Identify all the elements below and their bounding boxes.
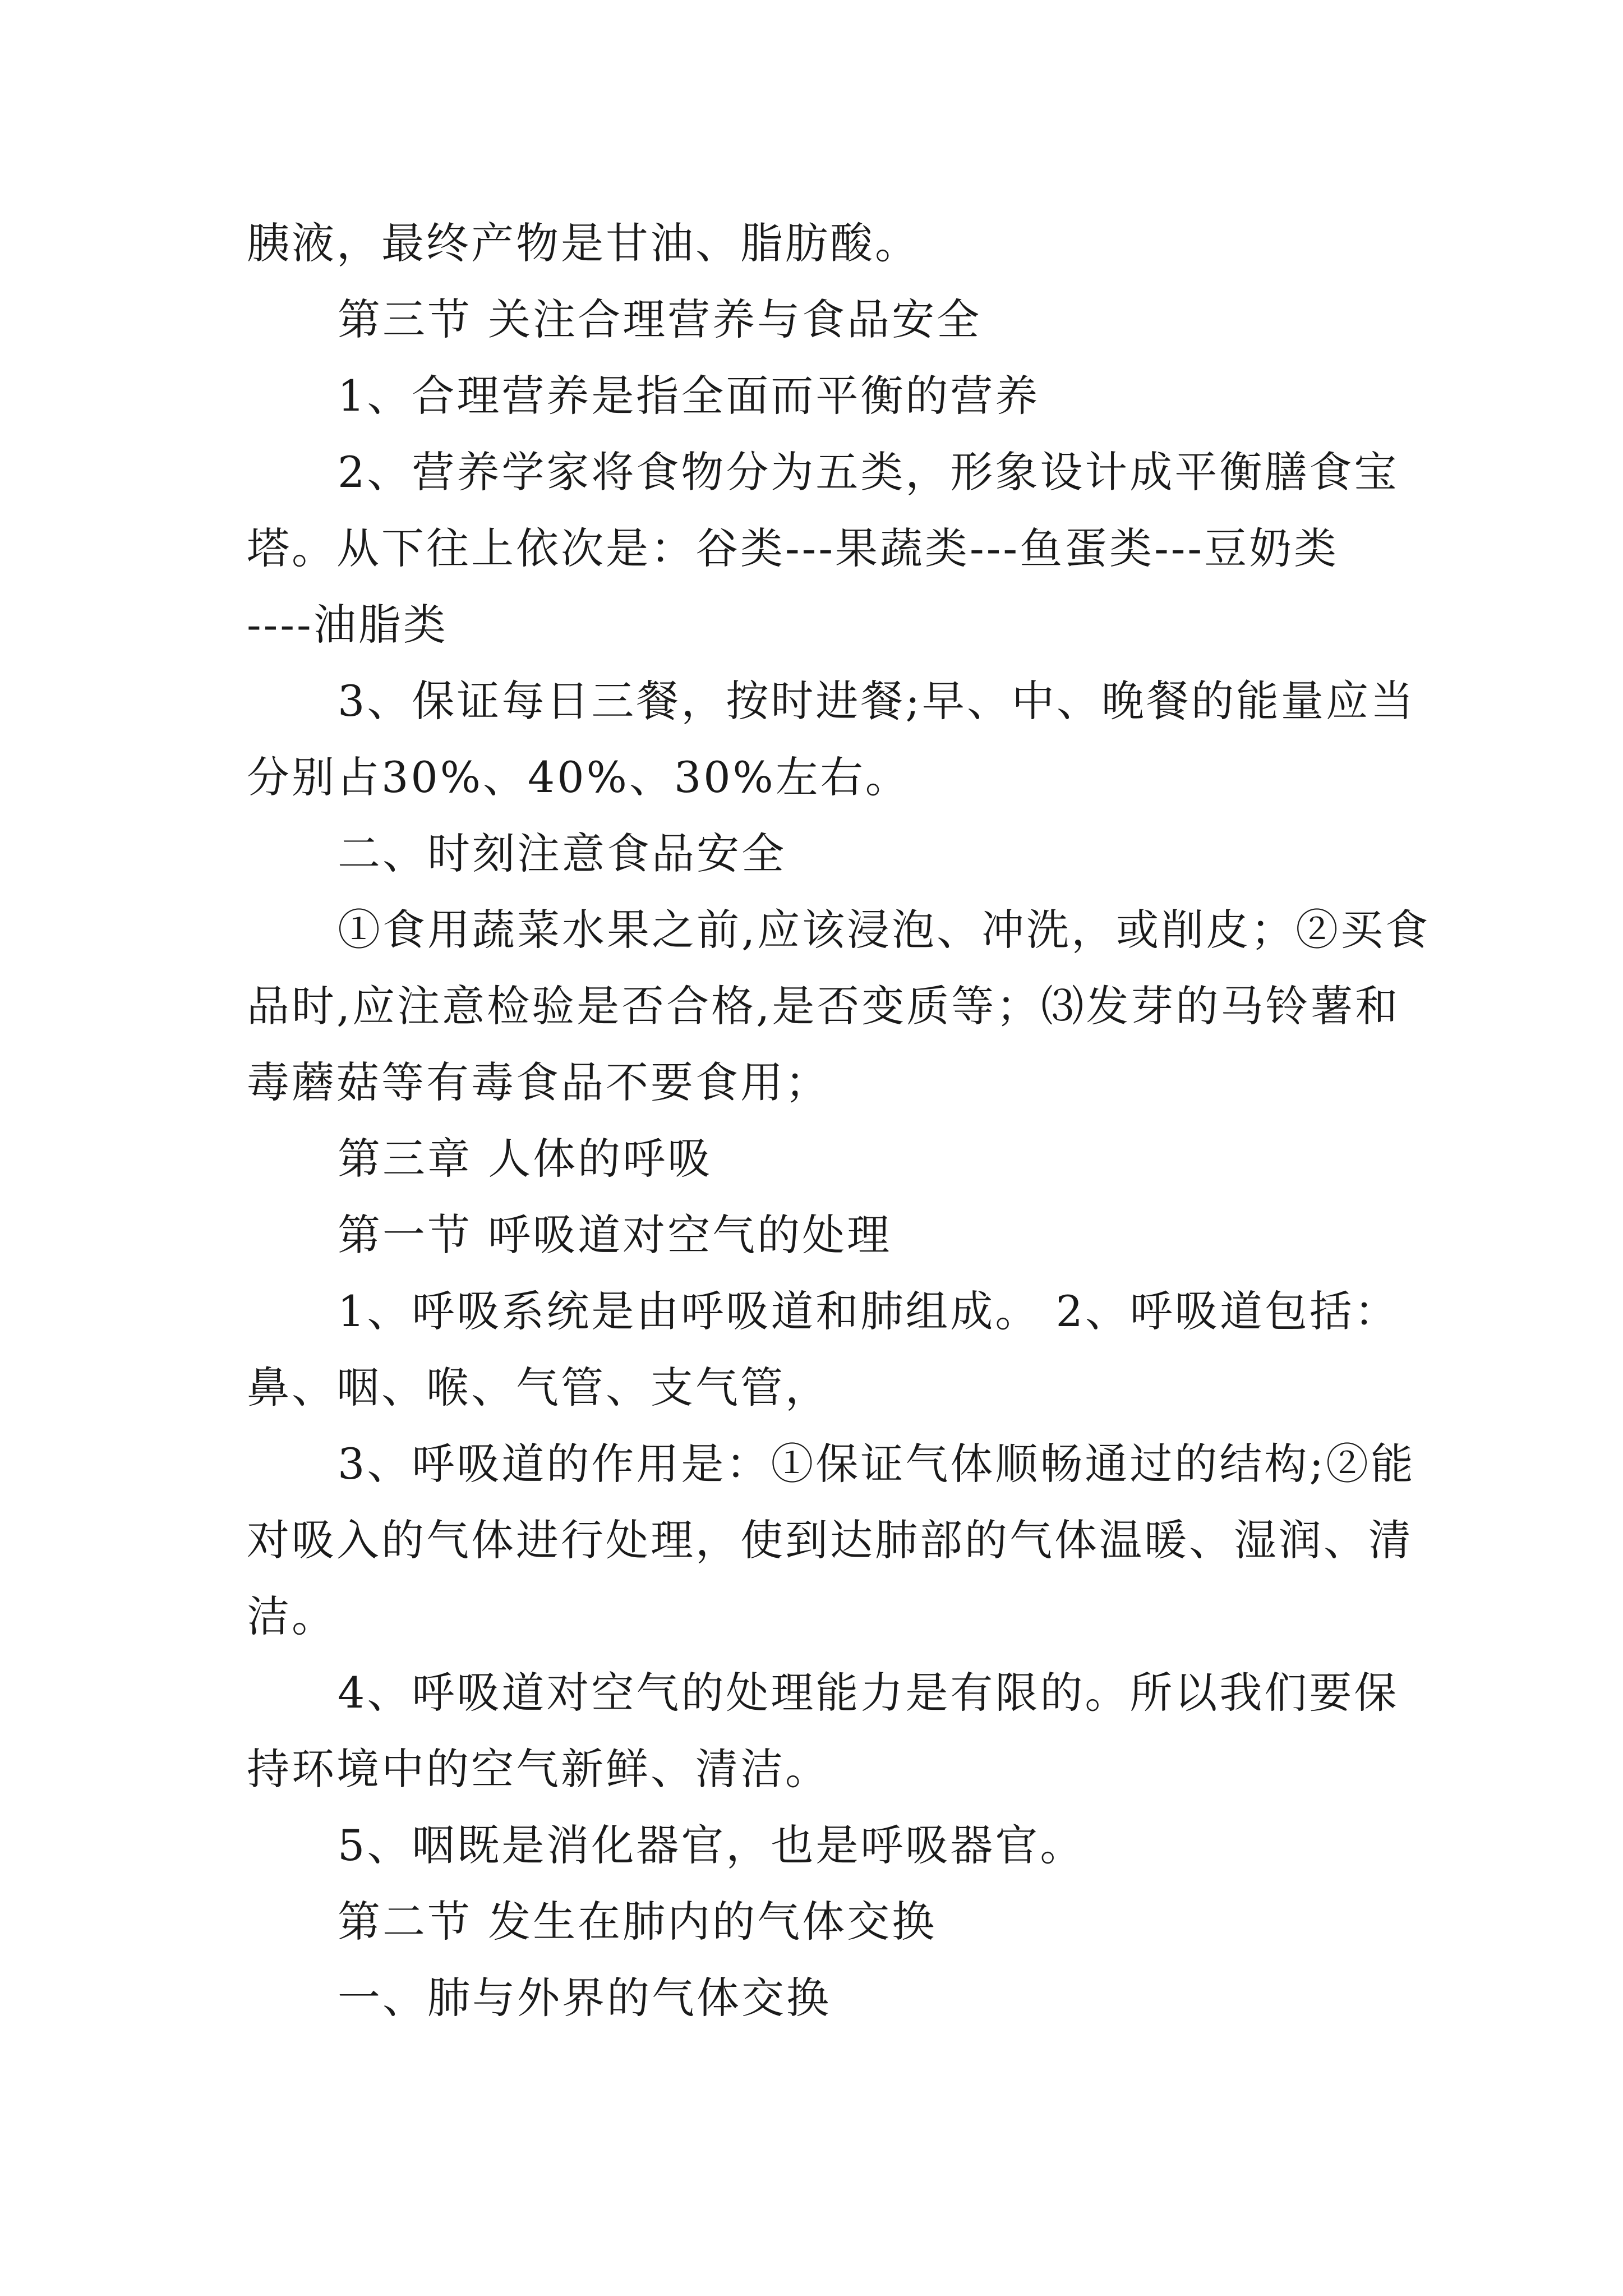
section-heading: 第一节 呼吸道对空气的处理: [338, 1210, 892, 1260]
text-line: 4、呼吸道对空气的处理能力是有限的。所以我们要保: [338, 1668, 1399, 1718]
section-heading: 第二节 发生在肺内的气体交换: [338, 1897, 937, 1947]
text-line: ----油脂类: [247, 600, 448, 650]
chapter-heading: 第三章 人体的呼吸: [338, 1134, 713, 1184]
section-heading: 第三节 关注合理营养与食品安全: [338, 295, 982, 344]
subsection-heading: 二、时刻注意食品安全: [338, 829, 786, 878]
text-line: 洁。: [247, 1591, 336, 1641]
text-line: 分别占30%、40%、30%左右。: [247, 752, 910, 802]
text-line: 塔。从下往上依次是：谷类---果蔬类---鱼蛋类---豆奶类: [247, 523, 1339, 573]
text-line: 品时,应注意检验是否合格,是否变质等；⑶发芽的马铃薯和: [247, 981, 1400, 1031]
text-line: 3、保证每日三餐，按时进餐;早、中、晚餐的能量应当: [338, 676, 1415, 726]
text-line: 胰液，最终产物是甘油、脂肪酸。: [247, 218, 920, 268]
text-line: 5、咽既是消化器官，也是呼吸器官。: [338, 1820, 1085, 1870]
text-line: 鼻、咽、喉、气管、支气管，: [247, 1363, 830, 1412]
subsection-heading: 一、肺与外界的气体交换: [338, 1973, 831, 2023]
text-line: 对吸入的气体进行处理，使到达肺部的气体温暖、湿润、清: [247, 1515, 1413, 1565]
text-line: 1、合理营养是指全面而平衡的营养: [338, 371, 1040, 421]
text-line: 3、呼吸道的作用是：①保证气体顺畅通过的结构;②能: [338, 1439, 1415, 1489]
text-line: 毒蘑菇等有毒食品不要食用；: [247, 1057, 830, 1107]
text-line: 2、营养学家将食物分为五类，形象设计成平衡膳食宝: [338, 447, 1399, 497]
document-body: [247, 205, 1431, 2036]
text-line: 1、呼吸系统是由呼吸道和肺组成。 2、呼吸道包括：: [338, 1286, 1399, 1336]
text-line: 持环境中的空气新鲜、清洁。: [247, 1744, 830, 1794]
text-line: ①食用蔬菜水果之前,应该浸泡、冲洗，或削皮；②买食: [338, 905, 1431, 955]
